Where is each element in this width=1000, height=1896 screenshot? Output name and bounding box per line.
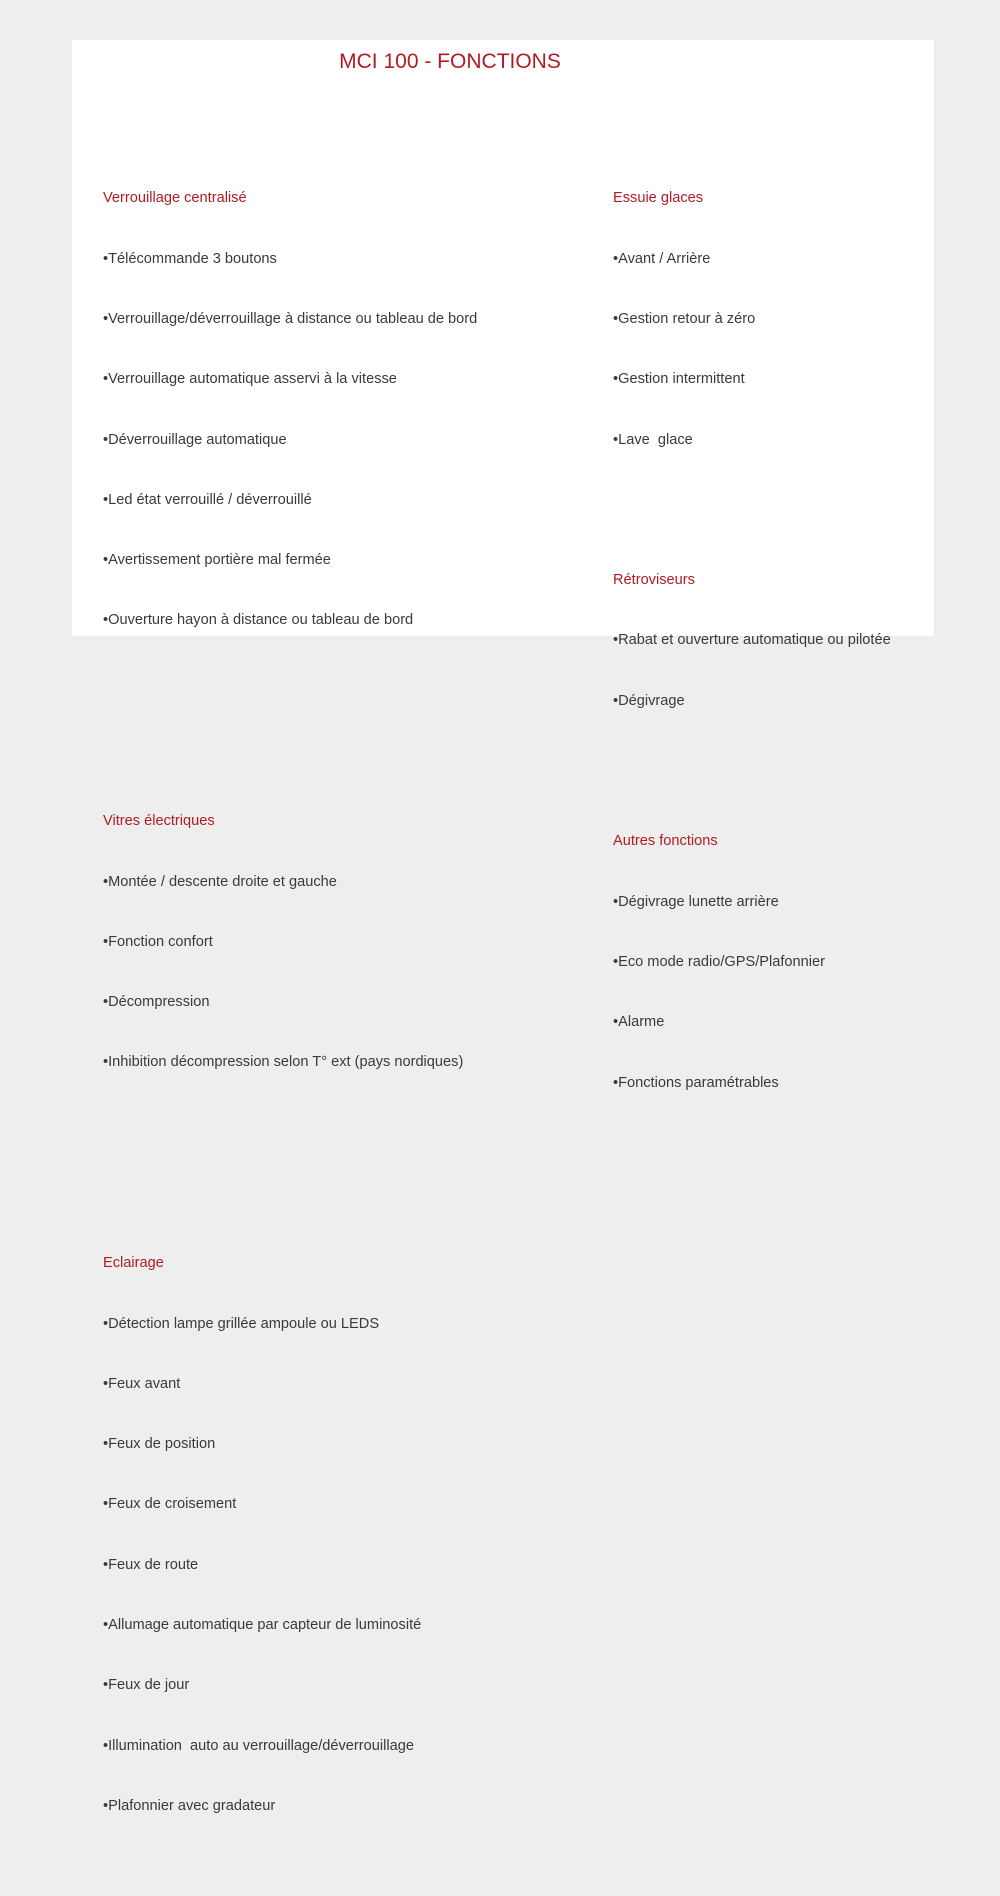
list-item: •Ouverture hayon à distance ou tableau de bord	[103, 612, 414, 629]
section-autres-fonctions	[613, 791, 891, 1133]
section-heading: Eclairage	[103, 1255, 164, 1272]
section-retroviseurs	[613, 530, 891, 751]
section-heading: Verrouillage centralisé	[103, 190, 247, 207]
right-column	[613, 108, 891, 1173]
list-item: •Dégivrage lunette arrière	[613, 893, 779, 910]
list-item: •Montée / descente droite et gauche	[103, 873, 337, 890]
list-item: •Feux de position	[103, 1436, 216, 1453]
slide	[72, 40, 934, 1814]
section-vitres-electriques	[103, 771, 477, 1113]
list-item: •Dégivrage	[613, 692, 685, 709]
list-item: •Eco mode radio/GPS/Plafonnier	[613, 953, 825, 970]
list-item: •Rabat et ouverture automatique ou pilotée	[613, 632, 891, 649]
list-item: •Feux avant	[103, 1375, 181, 1392]
section-heading: Autres fonctions	[613, 833, 718, 850]
list-item: •Gestion retour à zéro	[613, 310, 756, 327]
list-item: •Avertissement portière mal fermée	[103, 552, 331, 569]
list-item: •Télécommande 3 boutons	[103, 250, 277, 267]
list-item: •Led état verrouillé / déverrouillé	[103, 491, 312, 508]
list-item: •Plafonnier avec gradateur	[103, 1797, 276, 1814]
section-essuie-glaces	[613, 148, 891, 490]
section-spacer	[103, 1153, 477, 1173]
list-item: •Lave glace	[613, 431, 693, 448]
list-item: •Allumage automatique par capteur de luminosité	[103, 1617, 422, 1634]
list-item: •Décompression	[103, 994, 210, 1011]
list-item: •Feux de croisement	[103, 1496, 237, 1513]
list-item: •Détection lampe grillée ampoule ou LEDS	[103, 1315, 380, 1332]
list-item: •Illumination auto au verrouillage/déverrouillage	[103, 1737, 414, 1754]
list-item: •Fonction confort	[103, 933, 213, 950]
list-item: •Gestion intermittent	[613, 371, 745, 388]
section-eclairage	[103, 1213, 477, 1856]
list-item: •Verrouillage/déverrouillage à distance ou tableau de bord	[103, 310, 478, 327]
list-item: •Inhibition décompression selon T° ext (pays nordiques)	[103, 1054, 464, 1071]
section-spacer	[103, 711, 477, 731]
section-verrouillage-centralise	[103, 148, 477, 670]
section-heading: Vitres électriques	[103, 813, 215, 830]
list-item: •Déverrouillage automatique	[103, 431, 287, 448]
page-title: MCI 100 - FONCTIONS	[339, 50, 561, 73]
section-heading: Rétroviseurs	[613, 572, 695, 589]
list-item: •Feux de route	[103, 1556, 199, 1573]
list-item: •Feux de jour	[103, 1677, 190, 1694]
section-heading: Essuie glaces	[613, 190, 704, 207]
left-column	[103, 108, 477, 1896]
list-item: •Fonctions paramétrables	[613, 1074, 779, 1091]
list-item: •Avant / Arrière	[613, 250, 711, 267]
list-item: •Verrouillage automatique asservi à la vitesse	[103, 371, 397, 388]
list-item: •Alarme	[613, 1014, 665, 1031]
